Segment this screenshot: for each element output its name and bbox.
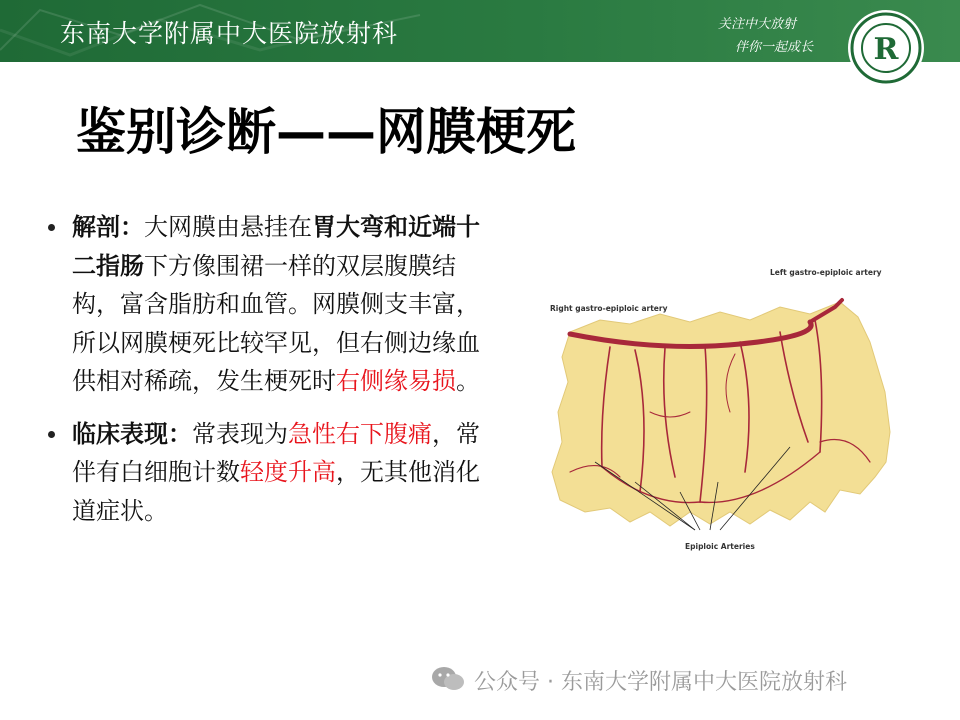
bullet-dot [48,431,55,438]
bullet-list [44,208,494,544]
label-left-artery: Left gastro-epiploic artery [770,268,882,277]
wechat-icon [430,665,466,693]
slogan-line-1: 关注中大放射 [718,17,797,32]
text-segment: ，常伴有白细胞计数 [72,419,480,486]
label-epiploic-arteries: Epiploic Arteries [685,542,755,551]
text-segment: 。 [456,367,480,395]
text-segment-highlight: 轻度升高 [240,458,336,486]
label-right-artery: Right gastro-epiploic artery [550,304,668,313]
omentum-diagram [540,262,902,562]
text-segment-highlight: 急性右下腹痛 [288,419,432,448]
slogan-line-2: 伴你一起成长 [735,40,814,55]
bullet-dot [48,224,55,231]
text-segment: 下方像围裙一样的双层腹膜结构，富含脂肪和血管。网膜侧支丰富，所以网膜梗死比较罕见，但右侧边缘血供相对稀疏，发生梗死时 [72,251,480,395]
bullet-label: 临床表现： [72,419,192,448]
footer-watermark: 公众号 · 东南大学附属中大医院放射科 [474,670,847,695]
logo-letter: R [873,32,899,67]
header-dept-title: 东南大学附属中大医院放射科 [60,19,399,48]
bullet-anatomy [44,208,494,401]
bullet-label: 解剖： [72,213,144,241]
header-bar [0,0,960,62]
slide-title: 鉴别诊断——网膜梗死 [76,103,576,161]
text-segment: ，无其他消化道症状。 [72,458,480,525]
text-segment: 大网膜由悬挂在 [144,213,312,241]
text-segment-bold: 胃大弯和近端十二指肠 [72,213,480,280]
hospital-logo [846,8,926,88]
bullet-clinical [44,415,494,531]
text-segment-highlight: 右侧缘易损 [336,367,456,395]
text-segment: 常表现为 [192,419,288,448]
